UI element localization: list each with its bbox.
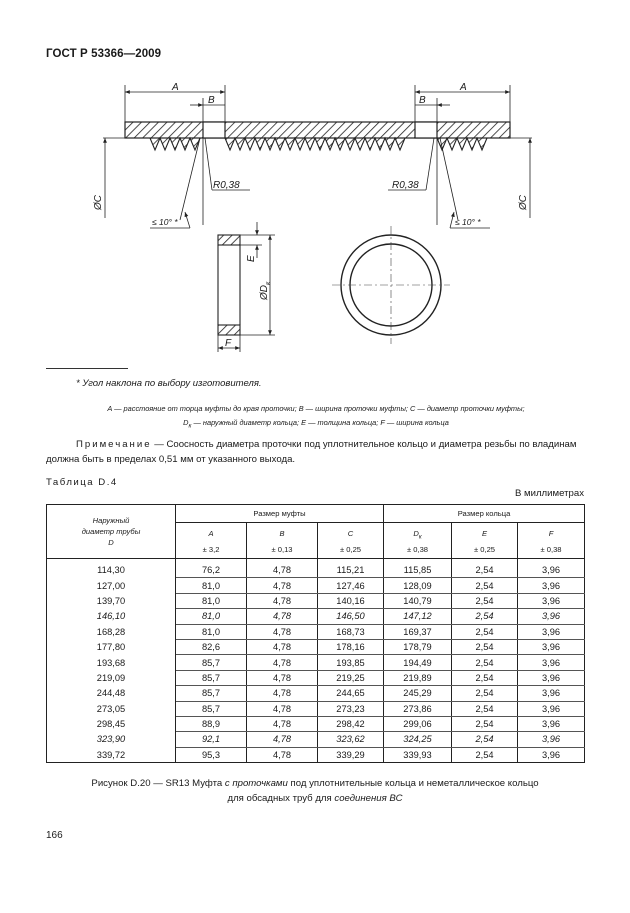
table-cell: 76,2 xyxy=(176,559,247,578)
group-header-coupling: Размер муфты xyxy=(176,505,384,523)
table-row xyxy=(47,747,585,762)
table-cell: 2,54 xyxy=(452,670,518,685)
table-cell: 168,73 xyxy=(318,624,384,639)
table-row xyxy=(47,624,585,639)
dim-b-right: B xyxy=(419,95,426,106)
table-cell: 3,96 xyxy=(518,593,585,608)
table-cell: 273,86 xyxy=(384,701,452,716)
table-cell: 298,45 xyxy=(47,716,176,731)
table-cell: 3,96 xyxy=(518,624,585,639)
table-cell: 2,54 xyxy=(452,559,518,578)
table-cell: 2,54 xyxy=(452,639,518,654)
table-cell: 4,78 xyxy=(247,716,318,731)
table-cell: 3,96 xyxy=(518,716,585,731)
table-row xyxy=(47,593,585,608)
table-caption: Таблица D.4 xyxy=(46,477,118,488)
table-cell: 88,9 xyxy=(176,716,247,731)
table-cell: 128,09 xyxy=(384,578,452,593)
left-groove xyxy=(203,122,225,138)
dim-b-left: B xyxy=(208,95,215,106)
ring-section-top xyxy=(218,235,240,245)
table-cell: 3,96 xyxy=(518,670,585,685)
thread-teeth xyxy=(150,138,487,150)
table-cell: 4,78 xyxy=(247,609,318,624)
table-cell: 2,54 xyxy=(452,686,518,701)
table-row xyxy=(47,559,585,578)
table-cell: 82,6 xyxy=(176,639,247,654)
table-cell: 273,05 xyxy=(47,701,176,716)
col-header-e: E ± 0,25 xyxy=(452,523,518,559)
table-cell: 299,06 xyxy=(384,716,452,731)
table-cell: 2,54 xyxy=(452,624,518,639)
table-cell: 3,96 xyxy=(518,578,585,593)
table-cell: 244,48 xyxy=(47,686,176,701)
coupling-drawing xyxy=(0,60,630,360)
table-cell: 3,96 xyxy=(518,639,585,654)
table-cell: 2,54 xyxy=(452,655,518,670)
legend-line-1: A — расстояние от торца муфты до края проточки; B — ширина проточки муфты; C — диаметр проточки муфты; xyxy=(107,404,525,413)
angle-left: ≤ 10° * xyxy=(152,217,178,227)
table-cell: 3,96 xyxy=(518,701,585,716)
table-cell: 95,3 xyxy=(176,747,247,762)
table-row xyxy=(47,701,585,716)
table-cell: 339,29 xyxy=(318,747,384,762)
figure-caption: Рисунок D.20 — SR13 Муфта с проточками под уплотнительные кольца и неметаллическое кольцо для обсадных труб для соединения ВС xyxy=(91,778,539,804)
table-cell: 3,96 xyxy=(518,747,585,762)
table-cell: 3,96 xyxy=(518,559,585,578)
dim-c-right: ØC xyxy=(518,195,529,210)
table-cell: 323,90 xyxy=(47,732,176,747)
table-cell: 4,78 xyxy=(247,624,318,639)
table-cell: 4,78 xyxy=(247,578,318,593)
table-cell: 2,54 xyxy=(452,609,518,624)
table-row xyxy=(47,686,585,701)
table-cell: 2,54 xyxy=(452,747,518,762)
dim-e: E xyxy=(246,255,257,262)
table-cell: 178,16 xyxy=(318,639,384,654)
table-row xyxy=(47,716,585,731)
footnote: * Угол наклона по выбору изготовителя. xyxy=(76,378,262,389)
radius-right: R0,38 xyxy=(392,180,419,191)
legend-line-2: $D_к$ — наружный диаметр кольца; E — толщина кольца; F — ширина кольца xyxy=(183,418,449,430)
angle-right: ≤ 10° * xyxy=(455,217,481,227)
table-cell: 85,7 xyxy=(176,670,247,685)
table-row xyxy=(47,732,585,747)
col-header-b: B ± 0,13 xyxy=(247,523,318,559)
symbol-legend xyxy=(46,402,586,433)
page-number: 166 xyxy=(46,830,63,841)
table-row xyxy=(47,655,585,670)
table-cell: 81,0 xyxy=(176,578,247,593)
table-cell: 4,78 xyxy=(247,732,318,747)
table-cell: 3,96 xyxy=(518,609,585,624)
dim-dk: $ØD_к$ xyxy=(259,281,272,300)
table-cell: 2,54 xyxy=(452,732,518,747)
table-cell: 2,54 xyxy=(452,701,518,716)
dim-f: F xyxy=(225,338,232,349)
table-cell: 2,54 xyxy=(452,593,518,608)
dim-a-right: A xyxy=(460,82,467,93)
table-cell: 169,37 xyxy=(384,624,452,639)
table-cell: 140,16 xyxy=(318,593,384,608)
table-cell: 3,96 xyxy=(518,686,585,701)
table-cell: 81,0 xyxy=(176,624,247,639)
table-cell: 127,46 xyxy=(318,578,384,593)
table-cell: 193,68 xyxy=(47,655,176,670)
table-cell: 127,00 xyxy=(47,578,176,593)
table-cell: 323,62 xyxy=(318,732,384,747)
table-cell: 339,93 xyxy=(384,747,452,762)
col-header-c: C ± 0,25 xyxy=(318,523,384,559)
dim-c-left: ØC xyxy=(93,195,104,210)
table-row xyxy=(47,609,585,624)
table-cell: 4,78 xyxy=(247,670,318,685)
table-cell: 81,0 xyxy=(176,609,247,624)
table-cell: 4,78 xyxy=(247,655,318,670)
footnote-rule xyxy=(46,368,128,369)
note-text: — Соосность диаметра проточки под уплотнительное кольцо и диаметра резьбы по владинам должна быть в пределах 0,51 мм от указанного выхода. xyxy=(46,439,577,465)
table-row xyxy=(47,670,585,685)
table-cell: 85,7 xyxy=(176,686,247,701)
table-cell: 139,70 xyxy=(47,593,176,608)
table-cell: 273,23 xyxy=(318,701,384,716)
table-cell: 115,21 xyxy=(318,559,384,578)
col-header-f: F ± 0,38 xyxy=(518,523,585,559)
table-cell: 2,54 xyxy=(452,578,518,593)
table-cell: 3,96 xyxy=(518,732,585,747)
table-cell: 85,7 xyxy=(176,701,247,716)
coupling-wall xyxy=(125,122,510,138)
table-cell: 339,72 xyxy=(47,747,176,762)
table-cell: 219,09 xyxy=(47,670,176,685)
table-cell: 146,50 xyxy=(318,609,384,624)
table-cell: 4,78 xyxy=(247,747,318,762)
table-units: В миллиметрах xyxy=(514,488,584,499)
ring-section-bottom xyxy=(218,325,240,335)
table-cell: 177,80 xyxy=(47,639,176,654)
table-cell: 81,0 xyxy=(176,593,247,608)
table-cell: 2,54 xyxy=(452,716,518,731)
note-label: Примечание xyxy=(76,439,152,450)
table-cell: 168,28 xyxy=(47,624,176,639)
table-cell: 140,79 xyxy=(384,593,452,608)
table-cell: 92,1 xyxy=(176,732,247,747)
table-cell: 114,30 xyxy=(47,559,176,578)
group-header-ring: Размер кольца xyxy=(384,505,585,523)
table-cell: 4,78 xyxy=(247,701,318,716)
col-header-a: A ± 3,2 xyxy=(176,523,247,559)
table-row xyxy=(47,639,585,654)
table-cell: 146,10 xyxy=(47,609,176,624)
table-cell: 244,65 xyxy=(318,686,384,701)
table-row xyxy=(47,578,585,593)
doc-header: ГОСТ Р 53366—2009 xyxy=(46,48,162,60)
table-cell: 219,25 xyxy=(318,670,384,685)
table-cell: 4,78 xyxy=(247,686,318,701)
radius-left: R0,38 xyxy=(213,180,240,191)
table-cell: 4,78 xyxy=(247,639,318,654)
table-cell: 3,96 xyxy=(518,655,585,670)
dim-a-left: A xyxy=(172,82,179,93)
dimensions-table xyxy=(46,504,585,763)
table-cell: 4,78 xyxy=(247,559,318,578)
note-paragraph xyxy=(46,437,584,467)
table-cell: 115,85 xyxy=(384,559,452,578)
table-cell: 85,7 xyxy=(176,655,247,670)
table-cell: 298,42 xyxy=(318,716,384,731)
col-header-pipe-diameter: Наружный диаметр трубы D xyxy=(47,505,176,559)
col-header-d: $D_к$ ± 0,38 xyxy=(384,523,452,559)
table-cell: 219,89 xyxy=(384,670,452,685)
table-cell: 178,79 xyxy=(384,639,452,654)
table-cell: 194,49 xyxy=(384,655,452,670)
table-cell: 193,85 xyxy=(318,655,384,670)
table-cell: 147,12 xyxy=(384,609,452,624)
table-cell: 4,78 xyxy=(247,593,318,608)
table-cell: 245,29 xyxy=(384,686,452,701)
table-cell: 324,25 xyxy=(384,732,452,747)
right-groove xyxy=(415,122,437,138)
